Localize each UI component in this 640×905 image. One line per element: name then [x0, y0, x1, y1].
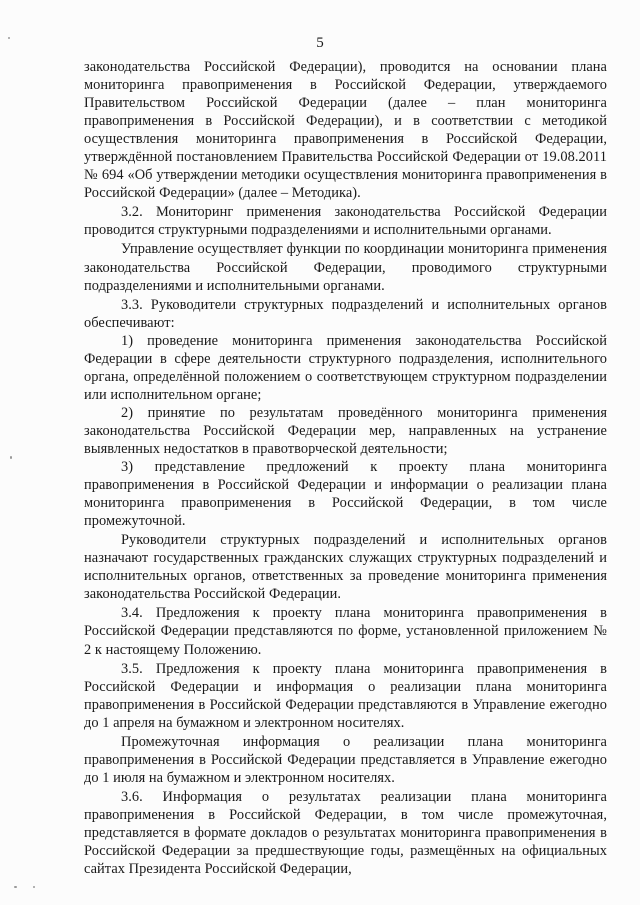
paragraph-interim-info: Промежуточная информация о реализации плана мониторинга правоприменения в Российской Федерации представляется в Управление ежегодно до 1 июля на бумажном и электронном носителях. — [84, 733, 607, 786]
paragraph-continuation: законодательства Российской Федерации), проводится на основании плана мониторинга правоприменения в Российской Федерации, утверждаемого Правительством Российской Федерации (далее – план мониторинга правоприменения в Российской Федерации), и в соответствии с методикой осуществления мониторинга правоприменения в Российской Федерации, утверждённой постановлением Правительства Российской Федерации от 19.08.2011 № 694 «Об утверждении методики осуществления мониторинга правоприменения в Российской Федерации» (далее – Методика). — [84, 59, 607, 202]
paragraph-coordination: Управление осуществляет функции по координации мониторинга применения законодательства Российской Федерации, проводимого структурными подразделениями и исполнительными органами. — [84, 241, 607, 294]
list-item-2: 2) принятие по результатам проведённого мониторинга применения законодательства Российской Федерации мер, направленных на устранение выявленных недостатков в правотворческой деятельности; — [84, 404, 607, 457]
paragraph-3-3: 3.3. Руководители структурных подразделений и исполнительных органов обеспечивают: — [84, 296, 607, 331]
paragraph-3-4: 3.4. Предложения к проекту плана мониторинга правоприменения в Российской Федерации представляются по форме, установленной приложением № 2 к настоящему Положению. — [84, 605, 607, 658]
scan-speck — [14, 886, 17, 888]
scan-speck — [10, 456, 12, 459]
page-number: 5 — [316, 35, 324, 51]
paragraph-3-2: 3.2. Мониторинг применения законодательства Российской Федерации проводится структурными подразделениями и исполнительными органами. — [84, 204, 607, 239]
scan-speck — [8, 37, 10, 39]
list-item-1: 1) проведение мониторинга применения законодательства Российской Федерации в сфере деятельности структурного подразделения, исполнительного органа, определённой положением о соответствующем структурном подразделении или исполнительном органе; — [84, 332, 607, 403]
scan-speck — [33, 886, 35, 888]
document-body — [84, 58, 607, 878]
paragraph-3-5: 3.5. Предложения к проекту плана мониторинга правоприменения в Российской Федерации и информация о реализации плана мониторинга правоприменения в Российской Федерации представляются в Управление ежегодно до 1 апреля на бумажном и электронном носителях. — [84, 660, 607, 731]
list-item-3: 3) представление предложений к проекту плана мониторинга правоприменения в Российской Федерации и информации о реализации плана мониторинга правоприменения в Российской Федерации, в том числе промежуточной. — [84, 459, 607, 530]
paragraph-3-6: 3.6. Информация о результатах реализации плана мониторинга правоприменения в Российской Федерации, в том числе промежуточная, представляется в формате докладов о результатах мониторинга правоприменения в Российской Федерации за предшествующие годы, размещённых на официальных сайтах Президента Российской Федерации, — [84, 788, 607, 878]
paragraph-responsible-persons: Руководители структурных подразделений и исполнительных органов назначают государственных гражданских служащих структурных подразделений и исполнительных органов, ответственных за проведение мониторинга применения законодательства Российской Федерации. — [84, 532, 607, 603]
